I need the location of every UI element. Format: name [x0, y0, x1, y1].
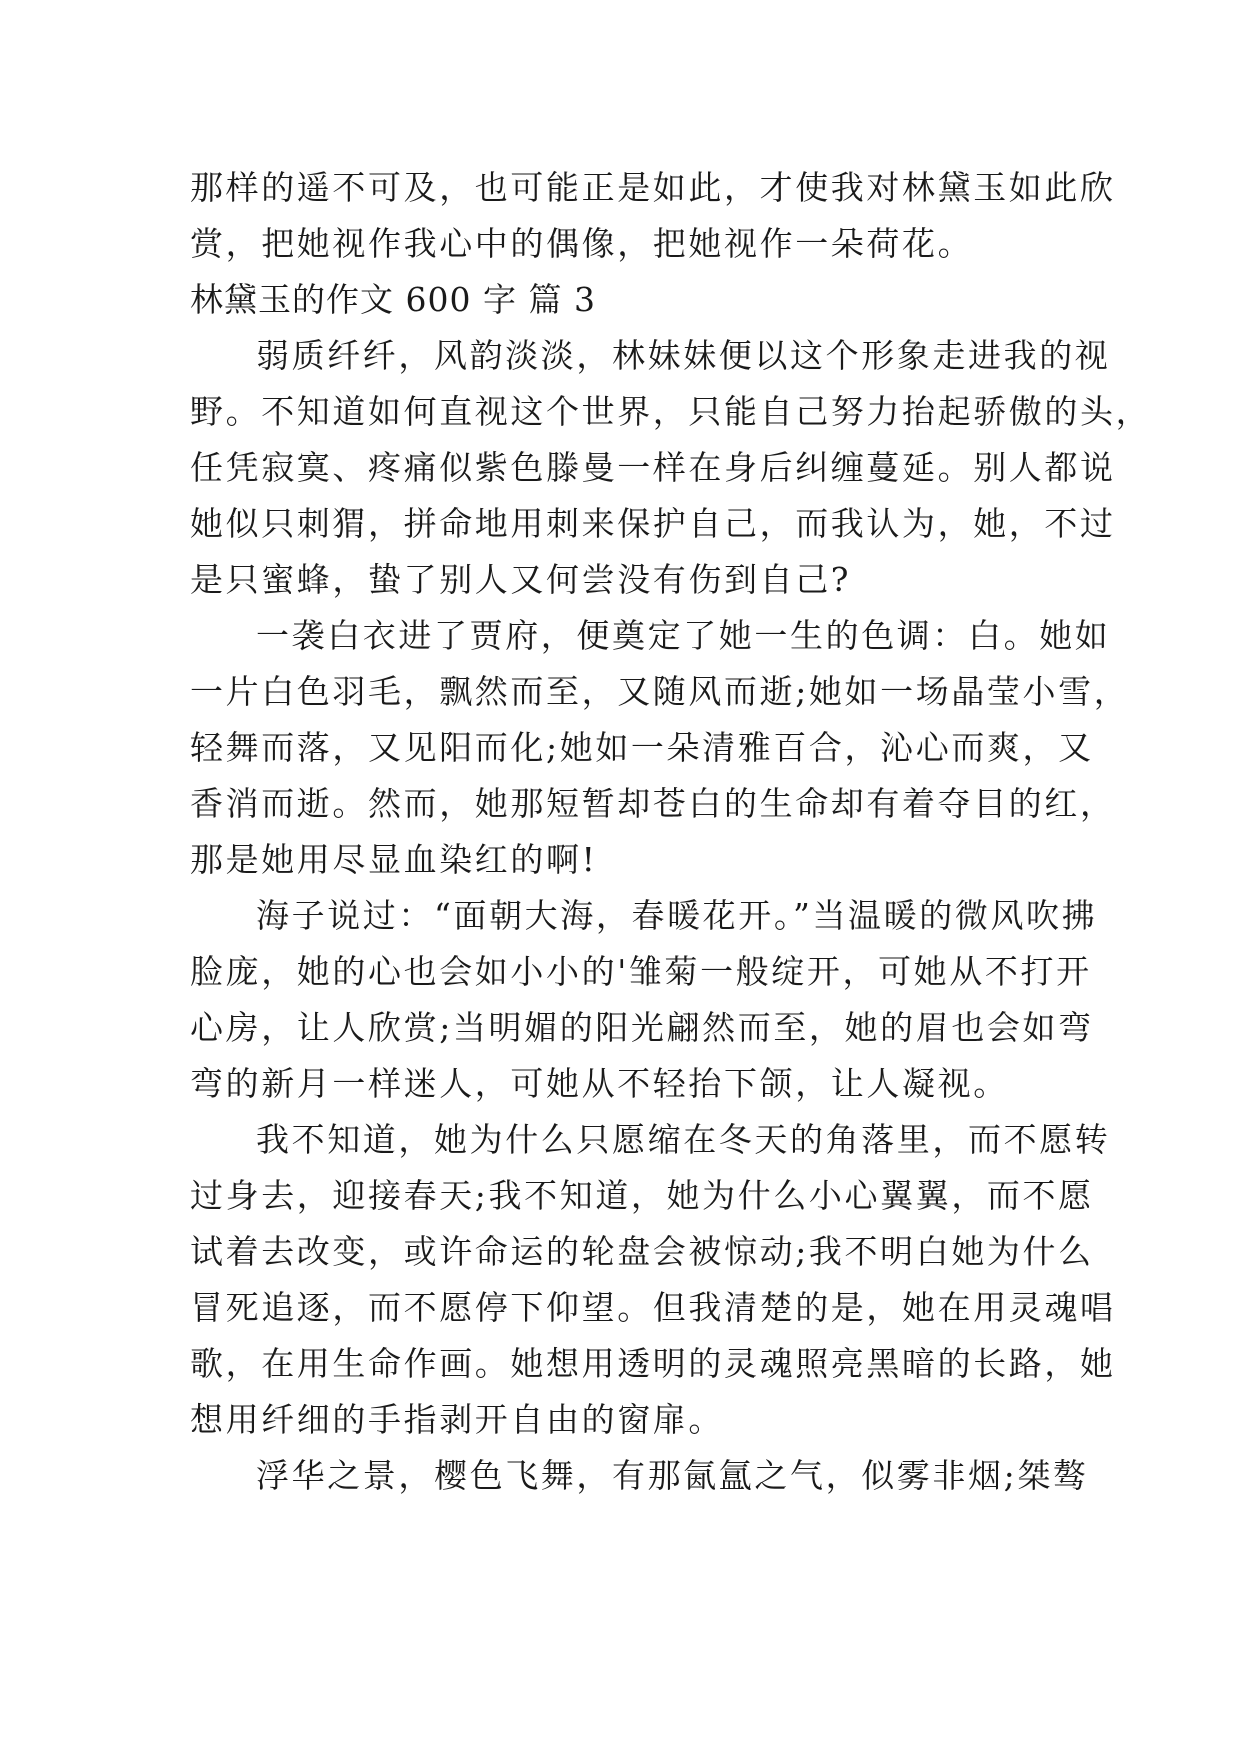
text-line: 那是她用尽显血染红的啊!: [190, 840, 598, 879]
text-line: 想用纤细的手指剥开自由的窗扉。: [190, 1400, 724, 1439]
text-line: 试着去改变，或许命运的轮盘会被惊动;我不明白她为什么: [190, 1232, 1094, 1271]
paragraph: [190, 608, 1130, 888]
section-heading: 林黛玉的作文 600 字 篇 3: [190, 280, 596, 319]
text-line: 一片白色羽毛，飘然而至，又随风而逝;她如一场晶莹小雪，: [190, 672, 1130, 711]
text-line: 弯的新月一样迷人，可她从不轻抬下颌，让人凝视。: [190, 1064, 1009, 1103]
text-line: 任凭寂寞、疼痛似紫色滕曼一样在身后纠缠蔓延。别人都说: [190, 448, 1116, 487]
text-line: 弱质纤纤，风韵淡淡，林妹妹便以这个形象走进我的视: [256, 336, 1111, 375]
document-page: [190, 160, 1152, 1504]
text-line: 过身去，迎接春天;我不知道，她为什么小心翼翼，而不愿: [190, 1176, 1094, 1215]
text-line: 脸庞，她的心也会如小小的'雏菊一般绽开，可她从不打开: [190, 952, 1092, 991]
paragraph: [190, 1112, 1116, 1448]
text-line: 心房，让人欣赏;当明媚的阳光翩然而至，她的眉也会如弯: [190, 1008, 1094, 1047]
text-line: 一袭白衣进了贾府，便奠定了她一生的色调：白。她如: [256, 616, 1111, 655]
text-line: 浮华之景，樱色飞舞，有那氤氲之气，似雾非烟;桀骜: [256, 1456, 1089, 1495]
text-line: 轻舞而落，又见阳而化;她如一朵清雅百合，沁心而爽，又: [190, 728, 1094, 767]
paragraph: [190, 888, 1098, 1112]
text-line: 是只蜜蜂，蛰了别人又何尝没有伤到自己?: [190, 560, 852, 599]
text-line: 她似只刺猬，拼命地用刺来保护自己，而我认为，她，不过: [190, 504, 1116, 543]
text-line: 赏，把她视作我心中的偶像，把她视作一朵荷花。: [190, 224, 974, 263]
text-line: 野。不知道如何直视这个世界，只能自己努力抬起骄傲的头，: [190, 392, 1152, 431]
paragraph: [190, 1448, 1089, 1504]
text-line: 冒死追逐，而不愿停下仰望。但我清楚的是，她在用灵魂唱: [190, 1288, 1116, 1327]
text-line: 我不知道，她为什么只愿缩在冬天的角落里，而不愿转: [256, 1120, 1111, 1159]
paragraph: [190, 328, 1152, 608]
text-line: 那样的遥不可及，也可能正是如此，才使我对林黛玉如此欣: [190, 168, 1116, 207]
text-line: 香消而逝。然而，她那短暂却苍白的生命却有着夺目的红，: [190, 784, 1116, 823]
text-line: 海子说过：“面朝大海，春暖花开。”当温暖的微风吹拂: [256, 896, 1098, 935]
text-line: 歌，在用生命作画。她想用透明的灵魂照亮黑暗的长路，她: [190, 1344, 1116, 1383]
